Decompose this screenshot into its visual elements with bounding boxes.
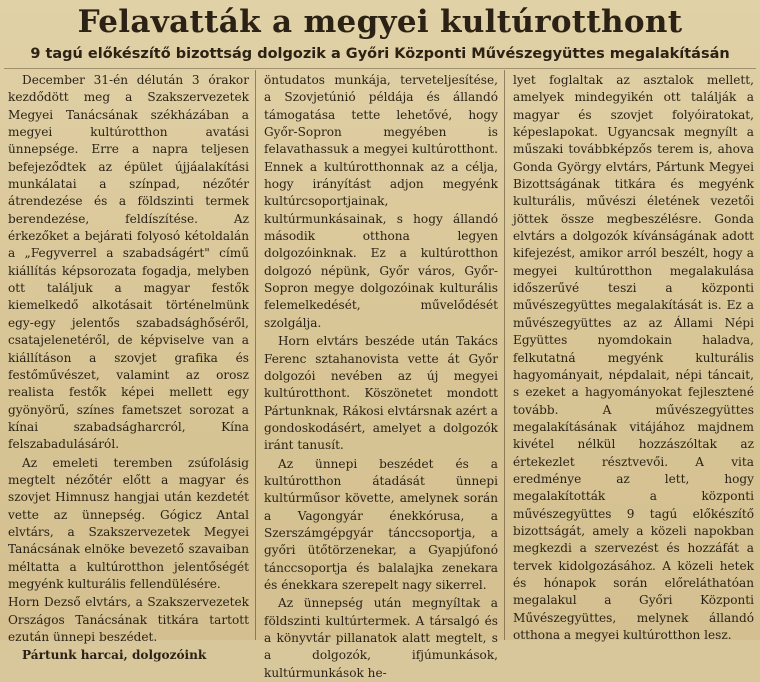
subheadline: 9 tagú előkészítő bizottság dolgozik a Győri Központi Művészegyüttes megalakításán [30, 46, 730, 62]
paragraph: Az emeleti teremben zsúfolásig megtelt nézőtér előtt a magyar és szovjet Himnusz hangjai után kezdetét vette az ünnepség. Gógicz Antal elvtárs, a Szakszervezetek Megyei Tanácsának elnöke bevezető szavaiban méltatta a kultúrotthon jelentőségét megyénk kulturális fellendülésére. [8, 455, 249, 591]
paragraph: lyet foglaltak az asztalok mellett, amelyek mindegyikén ott találják a magyar és szovjet folyóiratokat, képeslapokat. Ugyancsak megnyílt a műszaki továbbképzős terem is, ahova Gonda György elvtárs, Pártunk Megyei Bizottságának titkára és megyénk kulturális, művészi életének vezetői jöttek össze megbeszélésre. Gonda elvtárs a dolgozók kívánságának adott kifejezést, amikor arról beszélt, hogy a megyei kultúrotthon megalakulása időszerűvé teszi a központi művészegyüttes megalakítását is. Ez a művészegyüttes az az Állami Népi Együttes nyomdokain haladva, felkutatná megyénk kulturális hagyományait, népdalait, népi táncait, s ezeket a hagyományokat fejlesztené tovább. A művészegyüttes megalakításának vitájához majdnem kivétel nélkül hozzászóltak az értekezlet résztvevői. A vita eredménye az lett, hogy megalakították a központi művészegyüttes 9 tagú előkészítő bizottságát, amely a közeli napokban megkezdi a szervezést és hozzáfát a tervek kidolgozásához. A közeli hetek és hónapok során előreláthatóan megalakul a Győri Központi Művészegyüttes, melynek állandó otthona a megyei kultúrotthon lesz. [513, 73, 754, 642]
paragraph: Az ünnepi beszédet és a kultúrotthon átadását ünnepi kultúrműsor követte, amelynek során a Vagongyár énekkórusa, a Szerszámgépgyár tánccsoportja, a győri ütőtörzenekar, a Gyapjúfonó tánccsoportja és balalajka zenekara és énekkara szerepelt nagy sikerrel. [264, 456, 498, 592]
paragraph: öntudatos munkája, terveteljesítése, a Szovjetúnió példája és állandó támogatása tette lehetővé, hogy Győr-Sopron megyében is felavathassuk a megyei kultúrotthont. Ennek a kultúrotthonnak az a célja, hogy irányítást adjon megyénk kultúrcsoportjainak, kultúrmunkásainak, s hogy állandó második otthona legyen dolgozóinknak. Ez a kultúrotthon dolgozó népünk, Győr város, Győr-Sopron megye dolgozóinak kulturális felemelkedését, művelődését szolgálja. [264, 73, 498, 330]
article-column-2 [255, 70, 504, 680]
paragraph: Az ünnepség után megnyíltak a földszinti kultúrtermek. A társalgó és a könyvtár pillanatok alatt megtelt, s a dolgozók, ifjúmunkások, kultúrmunkások he- [264, 596, 498, 680]
article-column-1 [0, 70, 255, 663]
divider [4, 68, 756, 69]
paragraph: Horn Dezső elvtárs, a Szakszervezetek Országos Tanácsának titkára tartott ezután ünnepi beszédet. [8, 595, 249, 644]
paragraph: December 31-én délután 3 órakor kezdődött meg a Szakszervezetek Megyei Tanácsának székházában a megyei kultúrotthon avatási ünnepsége. Erre a napra teljesen befejeződtek az épület újjáalakítási munkálatai a színpad, nézőtér átrendezése és a földszinti termek berendezése, feldíszítése. Az érkezőket a bejárati folyosó kétoldalán a „Fegyverrel a szabadságért" című kiállítás képsorozata fogadja, melyben ott találjuk a magyar festők kiemelkedő alkotásait történelmünk egy-egy jelentős szabadsághőséről, csatajelenetéről, de képviselve van a kiállításon a szovjet grafika és festőművészet, valamint az orosz realista festők képei mellett egy gyönyörű, színes fametszet sorozat a kínai szabadságharcról, Kína felszabadulásáról. [8, 73, 249, 452]
article-body [0, 70, 760, 680]
paragraph: Horn elvtárs beszéde után Takács Ferenc sztahanovista vette át Győr dolgozói nevében az új megyei kultúrotthont. Köszönetet mondott Pártunknak, Rákosi elvtársnak azért a gondoskodásért, amelyet a dolgozók iránt tanusít. [264, 334, 499, 453]
headline: Felavatták a megyei kultúrotthont [77, 4, 683, 40]
paragraph: Pártunk harcai, dolgozóink [22, 648, 207, 663]
article-column-3 [504, 70, 760, 640]
